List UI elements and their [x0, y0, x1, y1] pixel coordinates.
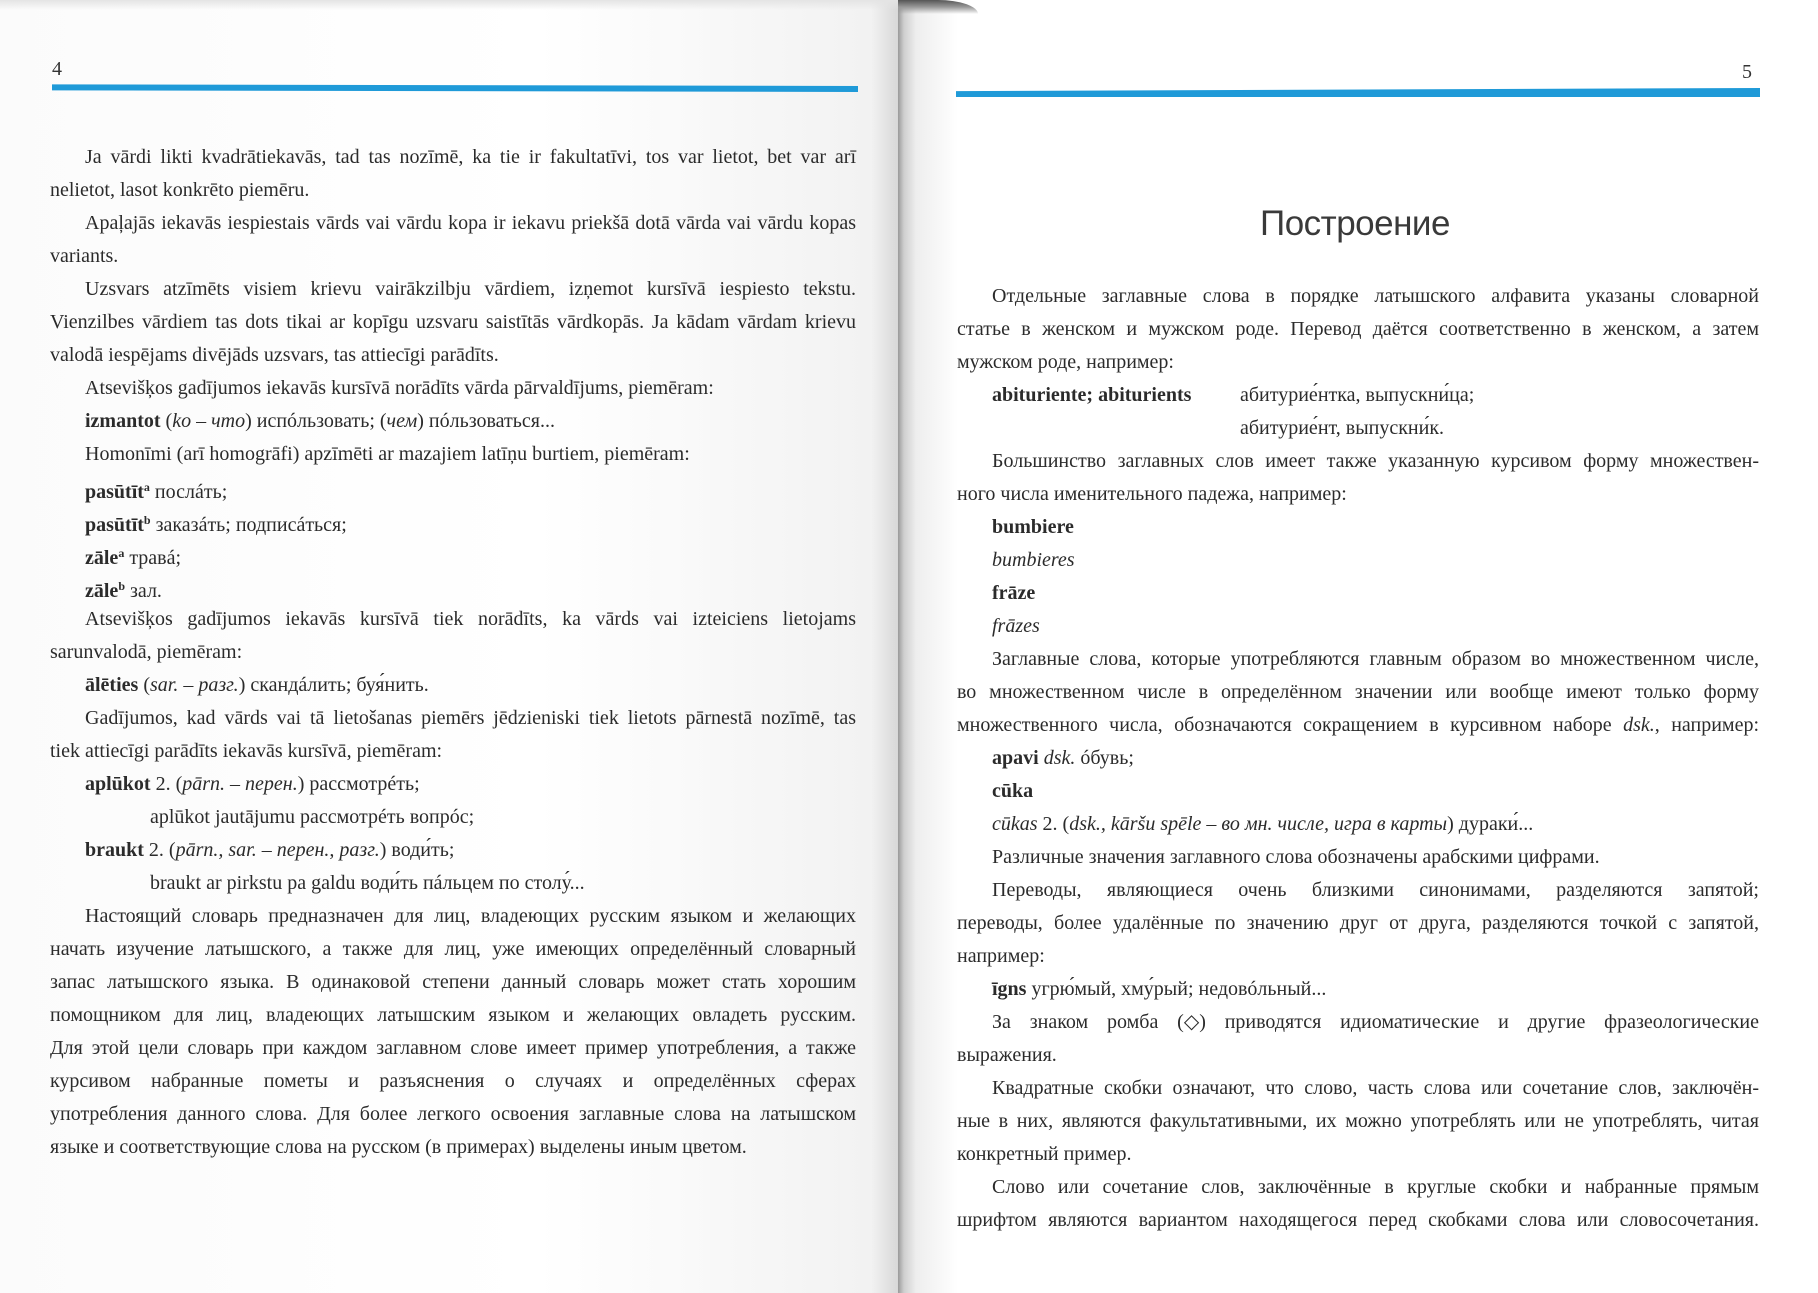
line-content — [50, 1098, 856, 1131]
dictionary-entry-line — [957, 808, 1759, 841]
homonym-index: a — [118, 546, 125, 560]
line-content — [85, 669, 429, 702]
text-run: aplūkot jautājumu рассмотрéть вопрóс; — [150, 806, 475, 828]
dictionary-entry-line — [957, 577, 1759, 610]
text-run: Квадратные скобки означают, что слово, часть слова или сочетание слов, заключён- — [992, 1077, 1759, 1099]
dictionary-entry-line — [957, 511, 1759, 544]
text-run: статье в женском и мужском роде. Перевод даётся соответственно в женском, а затем — [957, 318, 1759, 340]
text-line — [50, 141, 856, 174]
text-line — [957, 676, 1759, 709]
line-content — [50, 735, 442, 768]
line-content — [85, 405, 555, 438]
line-content — [50, 339, 499, 372]
italic-note: dsk., kāršu spēle – во мн. числе, игра в карты — [1069, 813, 1448, 835]
line-content — [85, 438, 690, 471]
line-content — [992, 1072, 1759, 1105]
line-content — [957, 478, 1347, 511]
headword: izmantot — [85, 410, 161, 432]
italic-note: ko – что — [172, 410, 246, 432]
headword: apavi — [992, 747, 1039, 769]
text-run: например: — [957, 945, 1045, 967]
text-run: ) испóльзовать; ( — [245, 410, 387, 432]
text-run: запас латышского языка. В одинаковой степени данный словарь может стать хорошим — [50, 971, 856, 993]
line-content — [992, 511, 1074, 544]
text-run: шрифтом являются вариантом находящегося перед скобками слова или словосочетания. — [957, 1209, 1759, 1231]
text-run: 2. ( — [143, 839, 176, 861]
text-run: травá; — [124, 547, 182, 569]
dictionary-entry-line — [50, 570, 856, 603]
headword: aplūkot — [85, 773, 151, 795]
text-line — [50, 1131, 856, 1164]
line-content — [992, 445, 1759, 478]
headword: braukt — [85, 839, 144, 861]
text-run: Apaļajās iekavās iespiestais vārds vai vārdu kopa ir iekavu priekšā dotā vārda vai vārdu kopas — [85, 212, 856, 234]
translation: абитурие́нтка, выпускни́ца; — [1240, 384, 1475, 406]
text-run: 2. ( — [150, 773, 183, 795]
text-line — [50, 339, 856, 372]
line-content — [992, 544, 1075, 577]
headword: bumbiere — [992, 516, 1074, 538]
translation: абитурие́нт, выпускни́к. — [1240, 417, 1445, 439]
line-content — [957, 1138, 1132, 1171]
headword: īgns — [992, 978, 1027, 1000]
text-run: ) скандáлить; буя́нить. — [238, 674, 429, 696]
dictionary-entry-line — [957, 973, 1759, 1006]
line-content — [85, 900, 856, 933]
text-line — [957, 1006, 1759, 1039]
dictionary-entry-line — [50, 834, 856, 867]
text-run: Для этой цели словарь при каждом заглавном слове имеет пример употребления, а также — [50, 1037, 856, 1059]
text-line — [50, 438, 856, 471]
text-run: Различные значения заглавного слова обозначены арабскими цифрами. — [992, 846, 1600, 868]
italic-note: pārn., sar. – перен., разг. — [175, 839, 380, 861]
line-content — [992, 379, 1191, 412]
text-line — [957, 841, 1759, 874]
dictionary-entry-line — [957, 379, 1759, 412]
text-line — [957, 1039, 1759, 1072]
dictionary-entry-line — [50, 768, 856, 801]
text-line — [50, 735, 856, 768]
line-content — [992, 280, 1759, 313]
homonym-index: b — [118, 579, 125, 593]
text-run: valodā iespējams divējāds uzsvars, tas attiecīgi parādīts. — [50, 344, 499, 366]
headword: pasūtīt — [85, 481, 144, 503]
text-line — [50, 372, 856, 405]
line-content — [992, 775, 1033, 808]
text-line — [50, 174, 856, 207]
italic-note: sar. – разг. — [149, 674, 239, 696]
text-line — [957, 346, 1759, 379]
headword: abituriente; abiturients — [992, 384, 1192, 406]
line-content — [992, 841, 1600, 874]
line-content — [85, 372, 714, 405]
text-line — [50, 933, 856, 966]
text-run: конкретный пример. — [957, 1143, 1132, 1165]
text-run: употребления данного слова. Для более легкого освоения заглавные слова на латышском — [50, 1103, 856, 1125]
headword: ālēties — [85, 674, 139, 696]
text-run: sarunvalodā, piemēram: — [50, 641, 243, 663]
line-content — [50, 240, 118, 273]
italic-note: bumbieres — [992, 549, 1075, 571]
page-number-left: 4 — [52, 58, 62, 80]
dictionary-entry-line — [957, 544, 1759, 577]
headword: zāle — [85, 547, 119, 569]
text-run: угрю́мый, хму́рый; недовóльный... — [1026, 978, 1327, 1000]
text-line — [50, 966, 856, 999]
text-line — [50, 240, 856, 273]
italic-note: dsk. — [1623, 714, 1655, 736]
line-content — [85, 603, 856, 636]
text-run: зал. — [125, 580, 162, 602]
text-line — [50, 603, 856, 636]
line-content — [957, 676, 1759, 709]
line-content — [50, 636, 242, 669]
italic-note: чем — [386, 410, 418, 432]
line-content — [85, 141, 856, 174]
line-content — [957, 1105, 1759, 1138]
page-number-right: 5 — [1742, 61, 1752, 83]
text-run: переводы, более удалённые по значению друг от друга, разделяются точкой с запятой, — [957, 912, 1759, 934]
text-run: ) води́ть; — [379, 839, 455, 861]
text-line — [957, 643, 1759, 676]
line-content — [50, 966, 856, 999]
line-content — [992, 742, 1134, 775]
line-content — [50, 174, 309, 207]
text-run: курсивом набранные пометы и разъяснения о случаях и определённых сферах — [50, 1070, 856, 1092]
text-run: Заглавные слова, которые употребляются главным образом во множественном числе, — [992, 648, 1759, 670]
text-run: во множественном числе в определённом значении или вообще имеют только форму — [957, 681, 1759, 703]
text-run: Uzsvars atzīmēts visiem krievu vairākzilbju vārdiem, izņemot kursīvā iespiesto tekstu. — [85, 278, 856, 300]
dictionary-entry-line — [50, 504, 856, 537]
line-content — [957, 940, 1045, 973]
line-content — [50, 933, 856, 966]
text-run: ( — [160, 410, 173, 432]
text-line — [957, 709, 1759, 742]
text-run: Atsevišķos gadījumos iekavās kursīvā norādīts vārda pārvaldījums, piemēram: — [85, 377, 714, 399]
text-line — [957, 1138, 1759, 1171]
text-run: tiek attiecīgi parādīts iekavās kursīvā, piemēram: — [50, 740, 443, 762]
italic-note: cūkas — [992, 813, 1038, 835]
text-line — [50, 1098, 856, 1131]
text-line — [50, 900, 856, 933]
text-run: Переводы, являющиеся очень близкими синонимами, разделяются запятой; — [992, 879, 1759, 901]
line-content — [992, 808, 1533, 841]
line-content — [85, 273, 856, 306]
text-run: Настоящий словарь предназначен для лиц, владеющих русским языком и желающих — [85, 905, 856, 927]
text-run: nelietot, lasot konkrēto piemēru. — [50, 179, 310, 201]
dictionary-entry-line — [957, 610, 1759, 643]
headword: zāle — [85, 580, 119, 602]
line-content — [992, 874, 1759, 907]
line-content — [957, 709, 1759, 742]
homonym-index: b — [143, 513, 151, 527]
headword: pasūtīt — [85, 514, 144, 536]
text-run: Vienzilbes vārdiem tas dots tikai ar kopīgu uzsvaru saistītās vārdkopās. Ja kādam vārdam krievu — [50, 311, 856, 333]
text-line — [50, 702, 856, 735]
italic-note: pārn. – перен. — [182, 773, 298, 795]
text-line — [50, 273, 856, 306]
line-content — [992, 643, 1759, 676]
text-line — [957, 1105, 1759, 1138]
text-line — [50, 1065, 856, 1098]
line-content — [50, 1131, 747, 1164]
text-run: языке и соответствующие слова на русском (в примерах) выделены иным цветом. — [50, 1136, 747, 1158]
italic-note: frāzes — [992, 615, 1040, 637]
text-run: ного числа именительного падежа, например: — [957, 483, 1347, 505]
italic-note: dsk. — [1043, 747, 1076, 769]
text-line — [957, 280, 1759, 313]
line-content — [992, 1006, 1759, 1039]
text-line — [50, 207, 856, 240]
dictionary-entry-line — [957, 412, 1759, 445]
text-line — [50, 636, 856, 669]
dictionary-entry-line — [957, 742, 1759, 775]
line-content — [957, 907, 1759, 940]
text-line — [957, 1072, 1759, 1105]
text-run: Ja vārdi likti kvadrātiekavās, tad tas nozīmē, ka tie ir fakultatīvi, tos var lietot, bet var arī — [85, 146, 856, 168]
line-content — [85, 834, 454, 867]
text-line — [957, 1171, 1759, 1204]
text-line — [957, 445, 1759, 478]
text-run: начать изучение латышского, а также для лиц, уже имеющих определённый словарный — [50, 938, 856, 960]
dictionary-entry-line — [50, 537, 856, 570]
headword: frāze — [992, 582, 1036, 604]
line-content — [957, 313, 1759, 346]
text-run: Gadījumos, kad vārds vai tā lietošanas piemērs jēdzieniski tiek lietots pārnestā nozīmē, tas — [85, 707, 856, 729]
text-run: множественного числа, обозначаются сокращением в курсивном наборе — [957, 714, 1624, 736]
headword: cūka — [992, 780, 1034, 802]
text-run: ) пóльзоваться... — [417, 410, 555, 432]
line-content — [150, 801, 474, 834]
line-content — [85, 768, 420, 801]
dictionary-entry-line — [50, 405, 856, 438]
text-run: variants. — [50, 245, 119, 267]
line-content — [85, 207, 856, 240]
text-line — [957, 907, 1759, 940]
text-line — [50, 306, 856, 339]
homonym-index: a — [143, 480, 150, 494]
text-run: Слово или сочетание слов, заключённые в круглые скобки и набранные прямым — [992, 1176, 1759, 1198]
text-line — [957, 478, 1759, 511]
text-line — [50, 999, 856, 1032]
line-content — [50, 306, 856, 339]
line-content — [992, 610, 1040, 643]
text-run: , например: — [1654, 714, 1760, 736]
text-line — [957, 1204, 1759, 1237]
text-run: выражения. — [957, 1044, 1057, 1066]
line-content — [85, 702, 856, 735]
section-title: Построение — [1260, 204, 1450, 243]
usage-example-line — [50, 801, 856, 834]
text-run: За знаком ромба (◇) приводятся идиоматические и другие фразеологические — [992, 1011, 1759, 1033]
left-page-text — [50, 141, 856, 1164]
line-content — [992, 577, 1035, 610]
text-run: 2. ( — [1037, 813, 1070, 835]
text-run: Отдельные заглавные слова в порядке латышского алфавита указаны словарной — [992, 285, 1759, 307]
dictionary-entry-line — [50, 669, 856, 702]
text-run: Homonīmi (arī homogrāfi) apzīmēti ar mazajiem latīņu burtiem, piemēram: — [85, 443, 690, 465]
text-run: мужском роде, например: — [957, 351, 1174, 373]
line-content — [50, 1065, 856, 1098]
text-run: ( — [138, 674, 150, 696]
line-content — [50, 999, 856, 1032]
right-page-text — [957, 280, 1759, 1237]
text-run: ) рассмотрéть; — [297, 773, 420, 795]
text-line — [50, 1032, 856, 1065]
line-content — [150, 867, 585, 900]
line-content — [957, 1204, 1759, 1237]
text-run: ) дураки́... — [1447, 813, 1534, 835]
dictionary-entry-line — [50, 471, 856, 504]
text-run: óбувь; — [1075, 747, 1134, 769]
text-run: ные в них, являются факультативными, их можно употреблять или не употреблять, читая — [957, 1110, 1759, 1132]
usage-example-line — [50, 867, 856, 900]
line-content — [992, 1171, 1759, 1204]
text-run: помощником для лиц, владеющих латышским языком и желающих овладеть русским. — [50, 1004, 856, 1026]
text-line — [957, 313, 1759, 346]
text-run: braukt ar pirkstu pa galdu води́ть пáльцем по столу́... — [150, 872, 585, 894]
text-run: послáть; — [149, 481, 228, 503]
line-content — [957, 1039, 1057, 1072]
line-content — [957, 346, 1174, 379]
text-line — [957, 874, 1759, 907]
text-line — [957, 940, 1759, 973]
text-run: заказáть; подписáться; — [150, 514, 347, 536]
scan-shadow — [0, 0, 898, 10]
text-run: Большинство заглавных слов имеет также указанную курсивом форму множествен- — [992, 450, 1759, 472]
text-run: Atsevišķos gadījumos iekavās kursīvā tiek norādīts, ka vārds vai izteiciens lietojams — [85, 608, 856, 630]
line-content — [50, 1032, 856, 1065]
line-content — [992, 973, 1326, 1006]
dictionary-entry-line — [957, 775, 1759, 808]
